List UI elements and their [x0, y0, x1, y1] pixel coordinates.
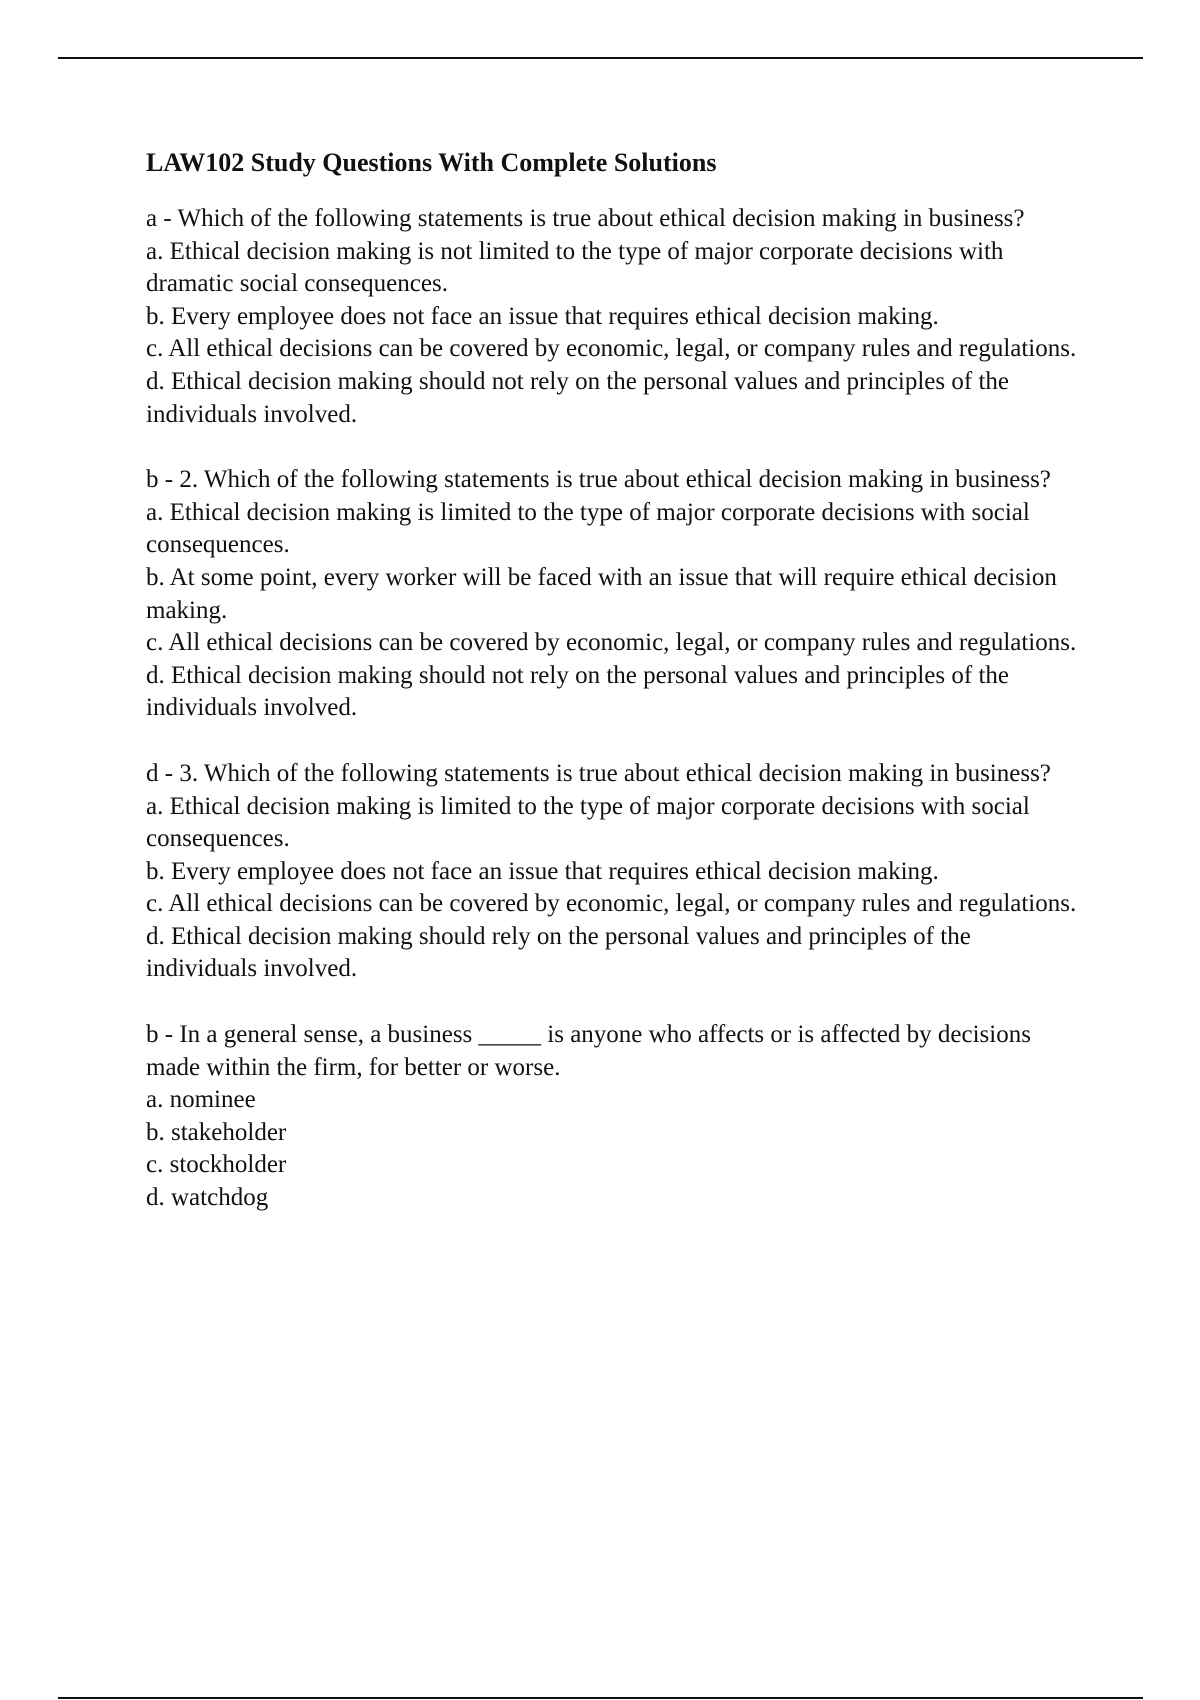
- answer-option: c. All ethical decisions can be covered by economic, legal, or company rules and regulations.: [146, 890, 1077, 918]
- answer-option: a. Ethical decision making is not limited to the type of major corporate decisions with dramatic social consequences.: [146, 237, 1004, 298]
- question-block: [146, 758, 1086, 986]
- answer-option: c. All ethical decisions can be covered by economic, legal, or company rules and regulations.: [146, 335, 1077, 363]
- question-stem: a - Which of the following statements is true about ethical decision making in business?: [146, 205, 1025, 232]
- question-block: [146, 464, 1086, 725]
- answer-option: b. Every employee does not face an issue that requires ethical decision making.: [146, 857, 939, 885]
- answer-option: b. At some point, every worker will be faced with an issue that will require ethical decision making.: [146, 563, 1057, 624]
- document-body: [146, 146, 1086, 1248]
- answer-option: c. stockholder: [146, 1151, 287, 1179]
- answer-option: a. Ethical decision making is limited to the type of major corporate decisions with social consequences.: [146, 792, 1030, 853]
- answer-options: [146, 236, 1086, 432]
- question-stem: d - 3. Which of the following statements is true about ethical decision making in business?: [146, 759, 1051, 787]
- question-stem: b - 2. Which of the following statements is true about ethical decision making in business?: [146, 466, 1051, 494]
- answer-option: a. nominee: [146, 1086, 256, 1114]
- answer-options: [146, 1084, 1086, 1214]
- answer-option: d. Ethical decision making should not rely on the personal values and principles of the individuals involved.: [146, 661, 1009, 722]
- answer-option: d. Ethical decision making should rely on the personal values and principles of the individuals involved.: [146, 922, 971, 983]
- answer-option: b. stakeholder: [146, 1118, 287, 1146]
- answer-options: [146, 497, 1086, 725]
- answer-option: d. watchdog: [146, 1184, 269, 1212]
- document-title: LAW102 Study Questions With Complete Solutions: [146, 148, 717, 177]
- answer-option: d. Ethical decision making should not rely on the personal values and principles of the individuals involved.: [146, 367, 1009, 428]
- footer-rule: [58, 1697, 1143, 1699]
- question-stem: b - In a general sense, a business _____ is anyone who affects or is affected by decisions made within the firm, for better or worse.: [146, 1021, 1031, 1081]
- answer-option: a. Ethical decision making is limited to the type of major corporate decisions with social consequences.: [146, 498, 1030, 559]
- question-block: [146, 203, 1086, 431]
- answer-option: b. Every employee does not face an issue that requires ethical decision making.: [146, 302, 939, 330]
- question-block: [146, 1019, 1086, 1215]
- header-rule: [58, 57, 1143, 59]
- answer-option: c. All ethical decisions can be covered by economic, legal, or company rules and regulations.: [146, 629, 1077, 657]
- answer-options: [146, 791, 1086, 987]
